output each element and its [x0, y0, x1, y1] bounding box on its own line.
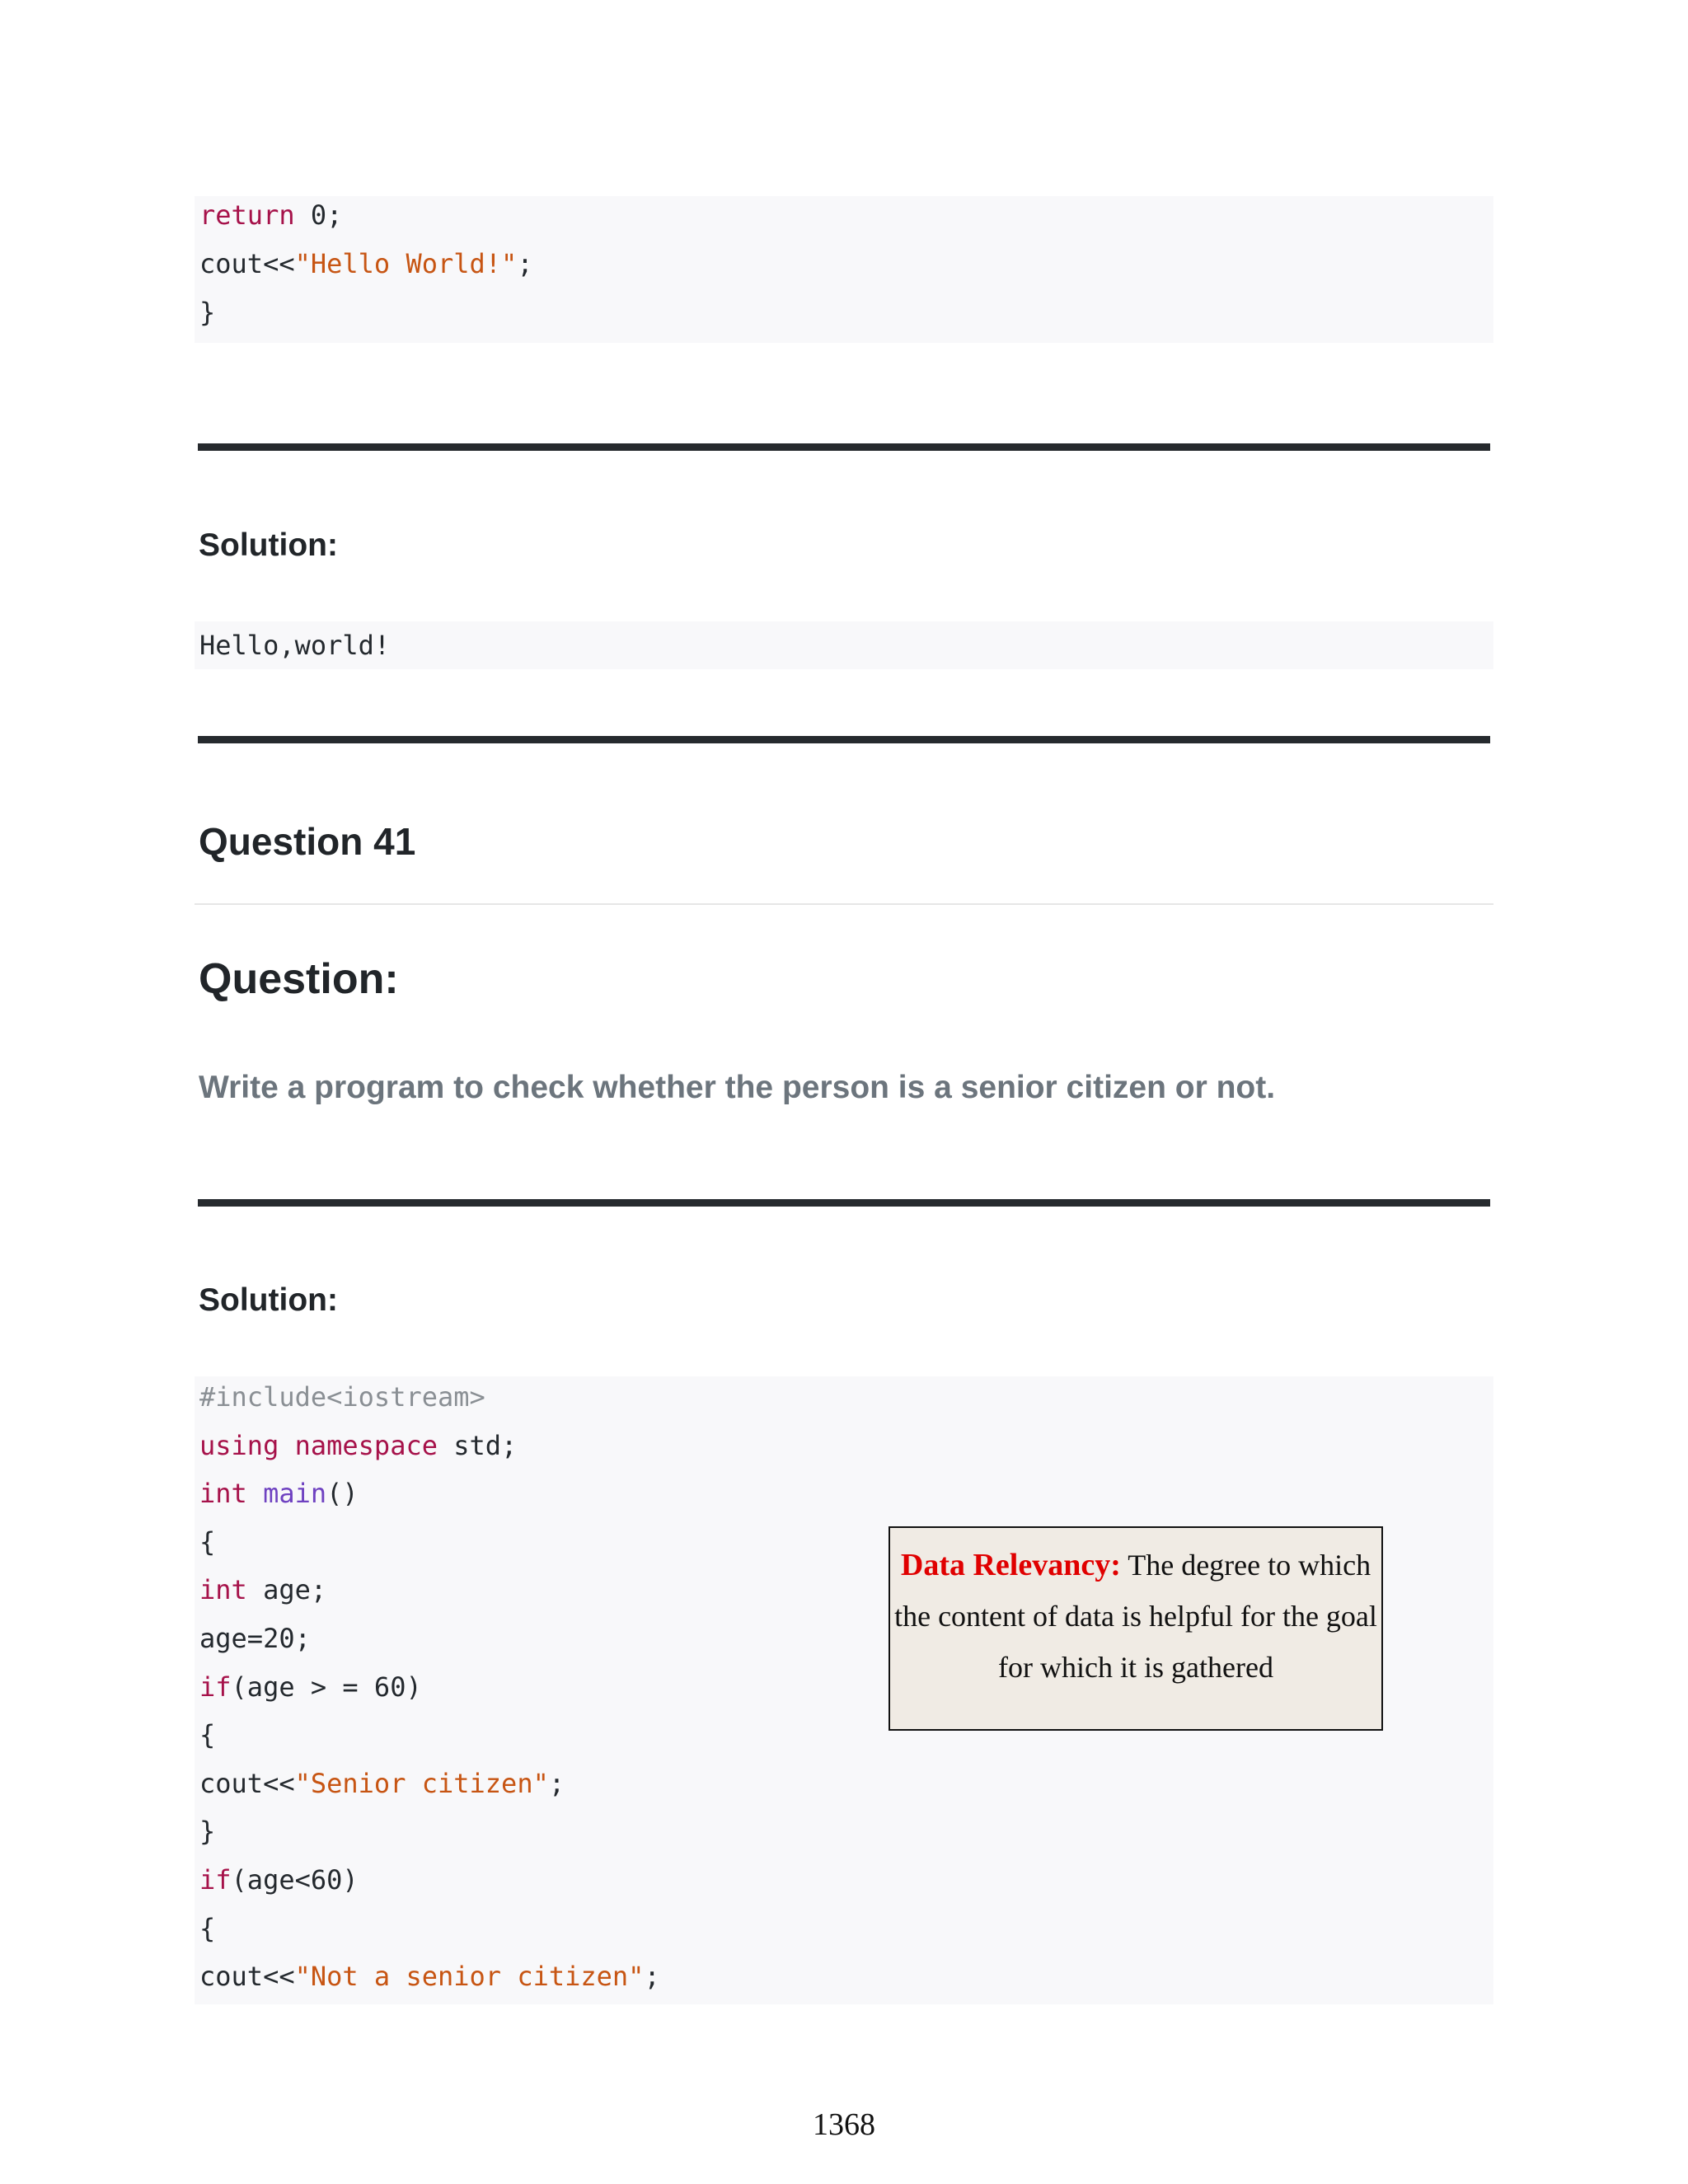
- code-token: if: [199, 1864, 232, 1896]
- code-token: ;: [548, 1767, 565, 1799]
- code-line: [199, 1619, 311, 1657]
- code-line: [199, 1474, 359, 1512]
- code-token: return: [199, 199, 295, 231]
- code-token: (): [326, 1478, 359, 1510]
- code-token: }: [199, 1816, 216, 1848]
- code-token: main: [263, 1478, 327, 1510]
- code-token: cout<<: [199, 1767, 295, 1799]
- code-line: [199, 1523, 215, 1561]
- solution-heading: Solution:: [199, 527, 338, 563]
- code-token: {: [199, 1912, 216, 1944]
- page-number: 1368: [813, 2107, 875, 2142]
- definition-term: Data Relevancy:: [900, 1548, 1121, 1582]
- question-text: Write a program to check whether the person is a senior citizen or not.: [199, 1070, 1276, 1105]
- code-line: [199, 1571, 326, 1609]
- code-token: cout<<: [199, 1961, 295, 1993]
- section-divider: [198, 443, 1490, 451]
- code-line: [199, 1716, 215, 1754]
- code-token: }: [199, 297, 216, 328]
- code-token: {: [199, 1526, 216, 1558]
- code-line: [199, 1427, 517, 1465]
- code-line: [199, 245, 533, 283]
- code-token: using: [199, 1429, 279, 1461]
- code-token: #include<iostream>: [199, 1381, 485, 1413]
- code-line: [199, 1957, 660, 1995]
- code-line: [199, 196, 342, 234]
- code-token: "Not a senior citizen": [294, 1961, 645, 1993]
- question-heading: Question:: [199, 955, 399, 1003]
- output-block: [195, 621, 1493, 669]
- section-divider: [198, 1199, 1490, 1207]
- definition-box: [889, 1526, 1383, 1731]
- code-token: "Senior citizen": [294, 1767, 549, 1799]
- code-token: 0;: [294, 199, 343, 231]
- code-token: namespace: [294, 1429, 438, 1461]
- question-number-heading: Question 41: [199, 820, 416, 863]
- code-line: [199, 1812, 215, 1850]
- code-block-top: [195, 196, 1493, 343]
- code-line: [199, 1910, 215, 1947]
- code-token: {: [199, 1719, 216, 1751]
- code-token: ;: [517, 248, 533, 279]
- code-token: std;: [437, 1429, 518, 1461]
- code-token: [247, 1478, 263, 1509]
- code-line: [199, 1765, 565, 1802]
- code-token: [279, 1430, 294, 1461]
- code-token: if: [199, 1671, 232, 1703]
- code-token: age=20;: [199, 1623, 311, 1654]
- code-line: [199, 293, 215, 331]
- code-token: (age<60): [231, 1864, 359, 1896]
- heading-underline: [195, 903, 1493, 905]
- solution-heading: Solution:: [199, 1282, 338, 1318]
- code-token: age;: [246, 1574, 327, 1606]
- code-token: "Hello World!": [294, 248, 518, 279]
- code-token: cout<<: [199, 248, 295, 279]
- definition-text: The degree to which the content of data is helpful for the goal for which it is gathered: [894, 1549, 1377, 1684]
- code-line: [199, 1668, 422, 1706]
- code-line: [199, 1861, 359, 1899]
- code-token: int: [199, 1574, 247, 1606]
- output-text: Hello,world!: [199, 630, 391, 661]
- code-line: [199, 1378, 485, 1416]
- code-token: (age > = 60): [231, 1671, 422, 1703]
- section-divider: [198, 736, 1490, 743]
- code-token: ;: [644, 1961, 660, 1993]
- code-token: int: [199, 1478, 247, 1510]
